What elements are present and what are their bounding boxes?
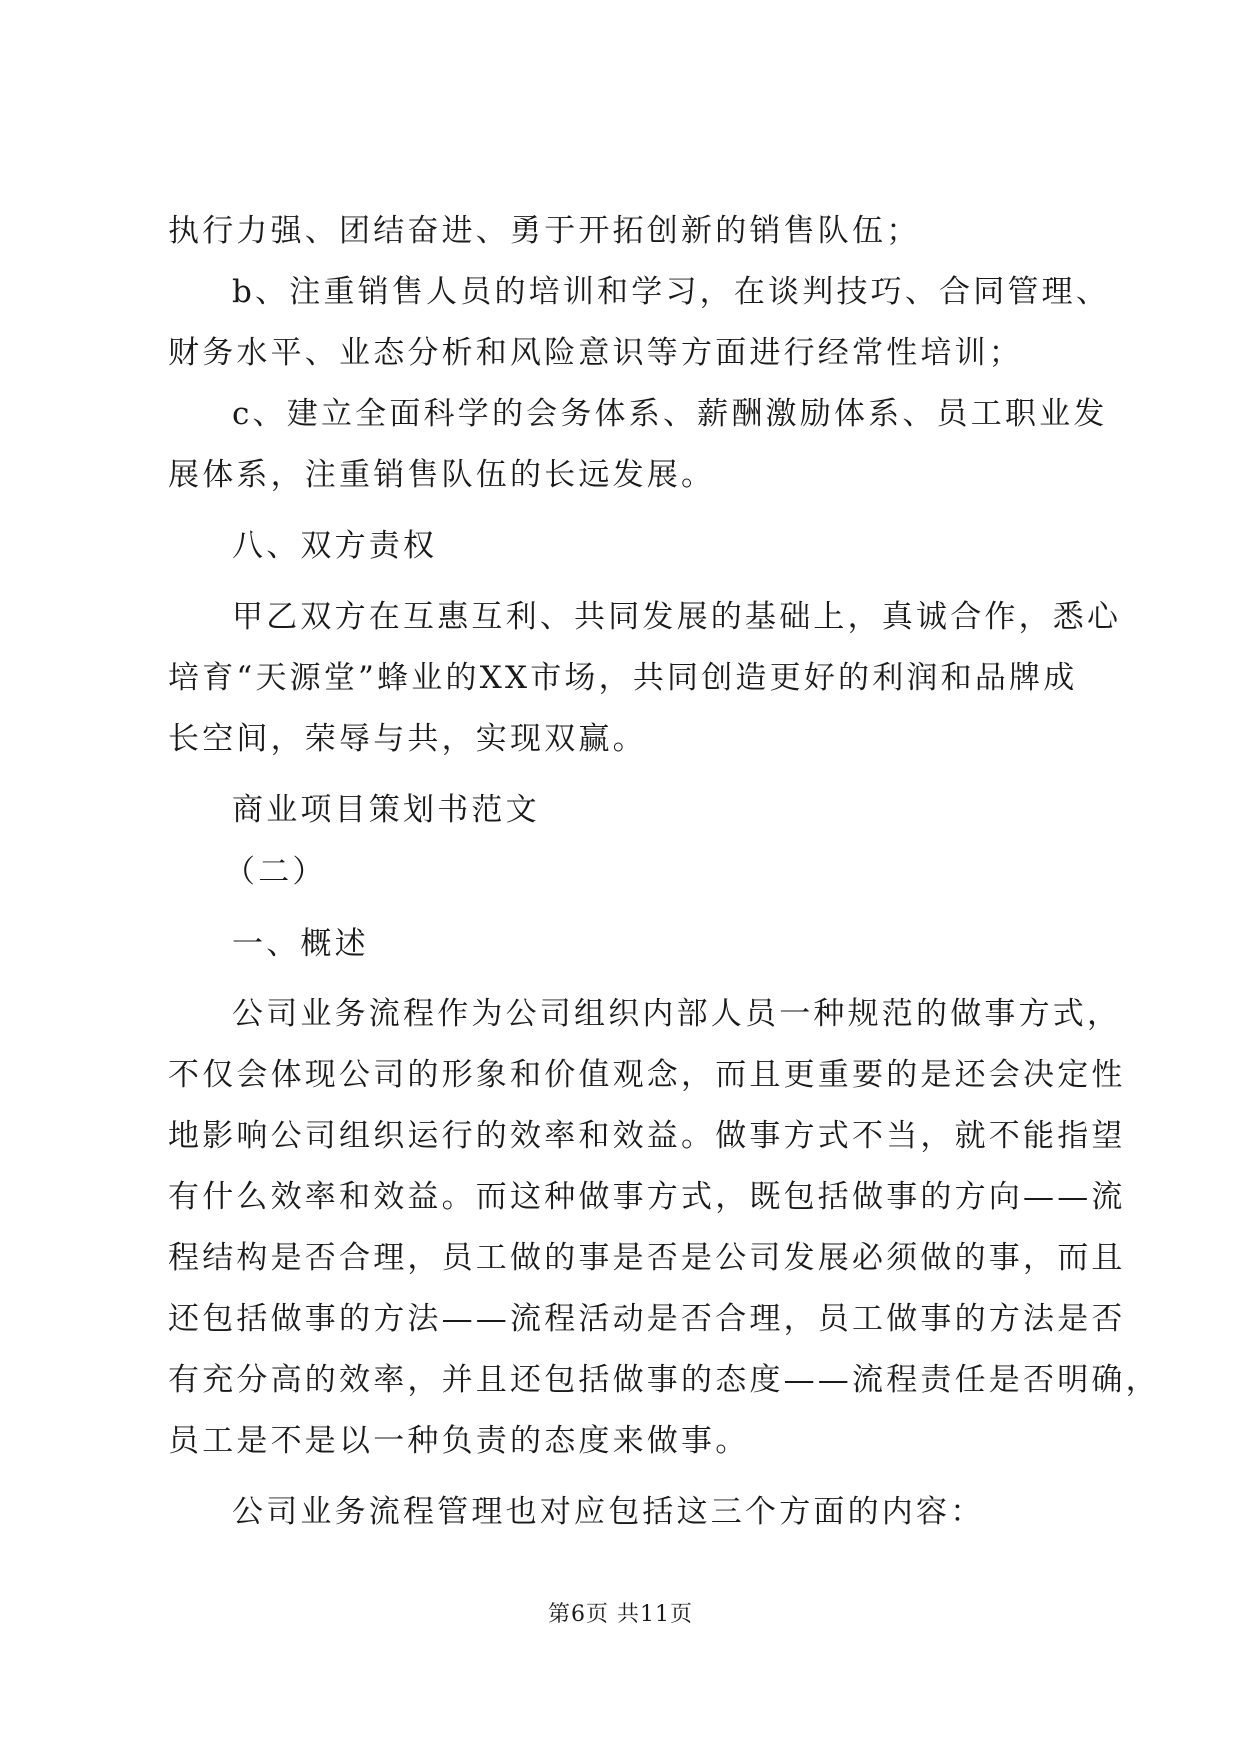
section-heading: 一、概述: [232, 926, 369, 962]
text-line: 执行力强、团结奋进、勇于开拓创新的销售队伍；: [168, 213, 921, 249]
text-line: 培育“天源堂”蜂业的XX市场，共同创造更好的利润和品牌成: [168, 660, 1078, 696]
text-line: 有充分高的效率，并且还包括做事的态度——流程责任是否明确，: [168, 1362, 1160, 1398]
text-line: 程结构是否合理，员工做的事是否是公司发展必须做的事，而且: [168, 1240, 1126, 1276]
page-number-footer: 第6页 共11页: [548, 1602, 693, 1627]
text-line: 还包括做事的方法——流程活动是否合理，员工做事的方法是否: [168, 1301, 1126, 1337]
text-line: 有什么效率和效益。而这种做事方式，既包括做事的方向——流: [168, 1179, 1126, 1215]
text-line: 甲乙双方在互惠互利、共同发展的基础上，真诚合作，悉心: [232, 599, 1122, 635]
text-line: 员工是不是以一种负责的态度来做事。: [168, 1423, 750, 1459]
text-line: 不仅会体现公司的形象和价值观念，而且更重要的是还会决定性: [168, 1057, 1126, 1093]
text-line: b、注重销售人员的培训和学习，在谈判技巧、合同管理、: [232, 274, 1111, 310]
section-number: （二）: [224, 854, 327, 890]
text-line: c、建立全面科学的会务体系、薪酬激励体系、员工职业发: [232, 396, 1108, 432]
section-heading: 八、双方责权: [232, 528, 438, 564]
text-line: 公司业务流程作为公司组织内部人员一种规范的做事方式，: [232, 996, 1122, 1032]
text-line: 财务水平、业态分析和风险意识等方面进行经常性培训；: [168, 335, 1023, 371]
document-title: 商业项目策划书范文: [232, 792, 540, 828]
text-line: 长空间，荣辱与共，实现双赢。: [168, 721, 647, 757]
text-line: 公司业务流程管理也对应包括这三个方面的内容：: [232, 1494, 985, 1530]
text-line: 地影响公司组织运行的效率和效益。做事方式不当，就不能指望: [168, 1118, 1126, 1154]
text-line: 展体系，注重销售队伍的长远发展。: [168, 457, 716, 493]
